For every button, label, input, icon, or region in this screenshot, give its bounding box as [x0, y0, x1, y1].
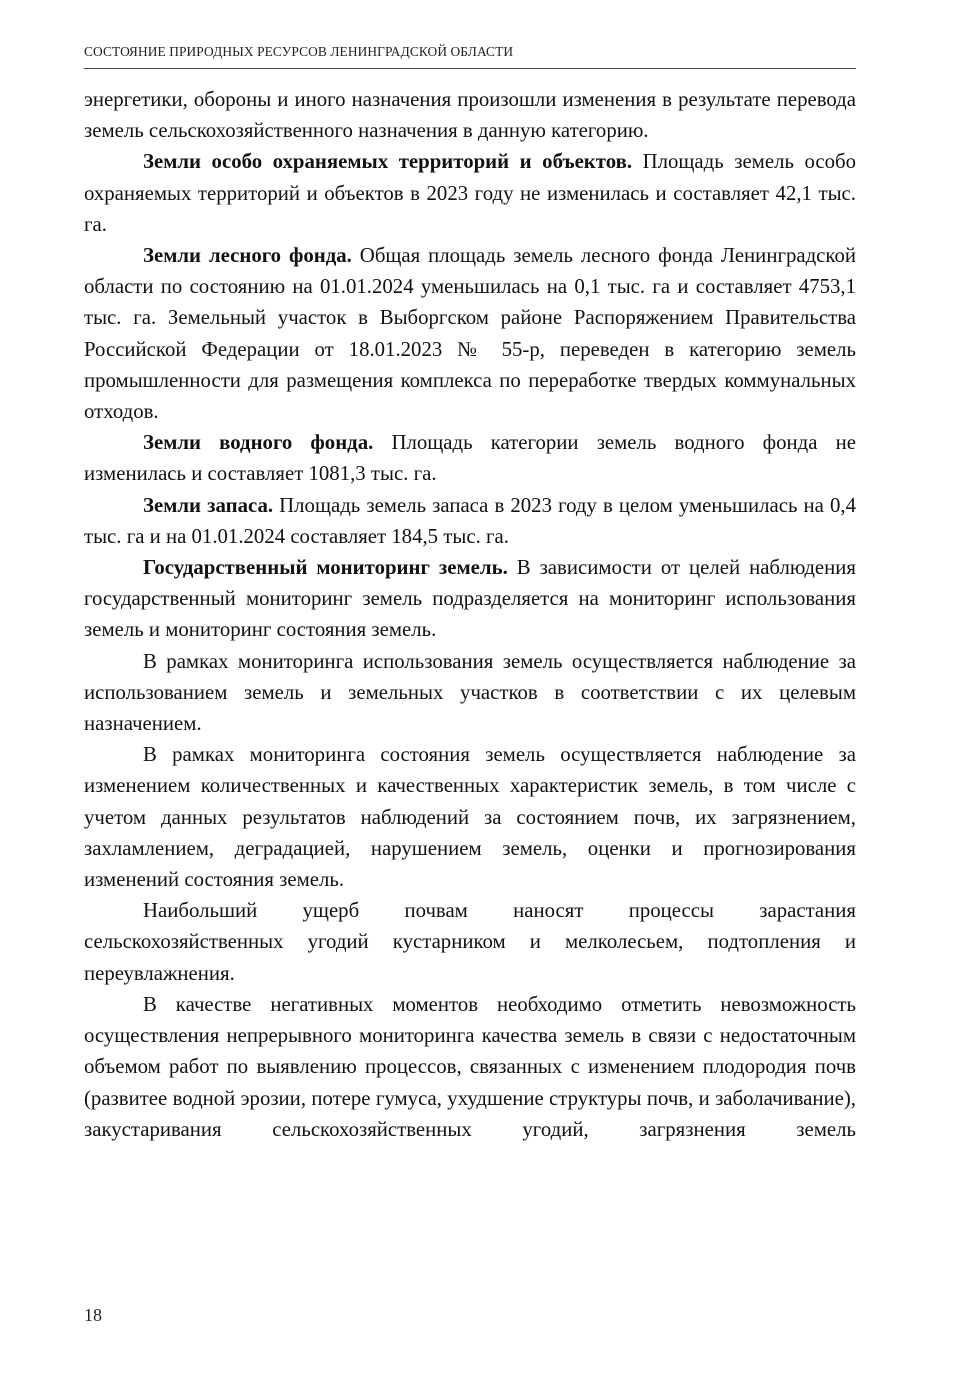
header-divider — [84, 68, 856, 69]
paragraph-water-fund — [84, 427, 856, 489]
paragraph-reserve-lands — [84, 490, 856, 552]
document-body — [84, 84, 856, 1145]
section-term: Земли запаса. — [143, 493, 274, 517]
paragraph-condition-monitoring — [84, 739, 856, 895]
section-term: Земли лесного фонда. — [143, 244, 352, 268]
paragraph-soil-damage — [84, 895, 856, 989]
section-term: Земли водного фонда. — [143, 431, 374, 455]
paragraph-usage-monitoring — [84, 646, 856, 740]
paragraph-text: В рамках мониторинга использования земель осуществляется наблюдение за использованием земель и земельных участков в соответствии с их целевым назначением. — [84, 649, 856, 736]
paragraph-text: Площадь категории земель водного фонда не изменилась и составляет 1081,3 тыс. га. — [84, 431, 856, 486]
paragraph-text: В зависимости от целей наблюдения государственный мониторинг земель подразделяется на мониторинг использования земель и мониторинг состояния земель. — [84, 556, 856, 642]
paragraph-energy-continuation — [84, 84, 856, 146]
paragraph-text: Площадь земель особо охраняемых территорий и объектов в 2023 году не изменилась и составляет 42,1 тыс. га. — [84, 150, 856, 236]
paragraph-text: В качестве негативных моментов необходимо отметить невозможность осуществления непрерывного мониторинга качества земель в связи с недостаточным объемом работ по выявлению процессов, связанных с изменением плодородия почв (развитее водной эрозии, потере гумуса, ухудшение структуры почв, и заболачивание), закустаривания сельскохозяйственных угодий, загрязнения земель — [84, 992, 856, 1141]
paragraph-text: Площадь земель запаса в 2023 году в целом уменьшилась на 0,4 тыс. га и на 01.01.2024 составляет 184,5 тыс. га. — [84, 493, 856, 548]
page-number: 18 — [84, 1305, 102, 1325]
paragraph-text: Наибольший ущерб почвам наносят процессы зарастания сельскохозяйственных угодий кустарником и мелколесьем, подтопления и переувлажнения. — [84, 899, 856, 985]
paragraph-state-monitoring — [84, 552, 856, 646]
paragraph-forest-fund — [84, 240, 856, 427]
paragraph-text: Общая площадь земель лесного фонда Ленинградской области по состоянию на 01.01.2024 уменьшилась на 0,1 тыс. га и составляет 4753,1 тыс. га. Земельный участок в Выборгском районе Распоряжением Правительства Российской Федерации от 18.01.2023 № 55-р, переведен в категорию земель промышленности для размещения комплекса по переработке твердых коммунальных отходов. — [84, 244, 856, 424]
paragraph-protected-territories — [84, 146, 856, 240]
paragraph-negative-aspects — [84, 989, 856, 1145]
running-header: СОСТОЯНИЕ ПРИРОДНЫХ РЕСУРСОВ ЛЕНИНГРАДСКОЙ ОБЛАСТИ — [84, 44, 514, 59]
paragraph-text: энергетики, обороны и иного назначения произошли изменения в результате перевода земель сельскохозяйственного назначения в данную категорию. — [84, 88, 856, 143]
section-term: Земли особо охраняемых территорий и объектов. — [143, 150, 633, 174]
paragraph-text: В рамках мониторинга состояния земель осуществляется наблюдение за изменением количественных и качественных характеристик земель, в том числе с учетом данных результатов наблюдений за состоянием почв, их загрязнением, захламлением, деградацией, нарушением земель, оценки и прогнозирования изменений состояния земель. — [84, 743, 856, 892]
section-term: Государственный мониторинг земель. — [143, 556, 508, 580]
